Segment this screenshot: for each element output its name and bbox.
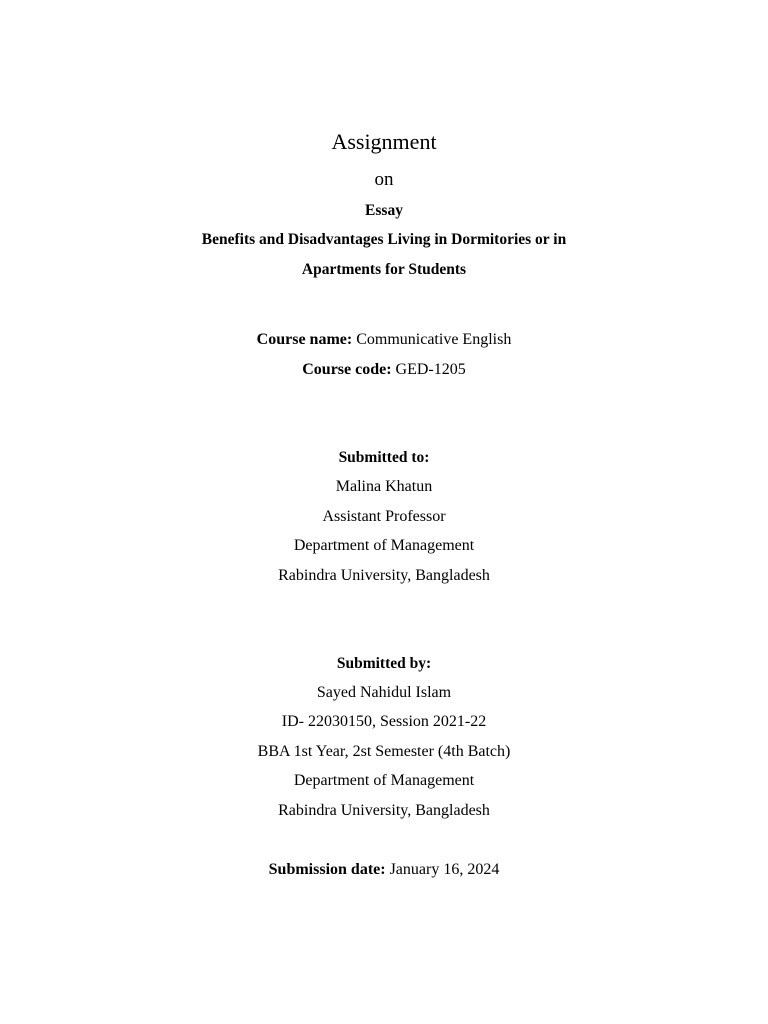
title-connector: on bbox=[374, 169, 394, 190]
submission-date-label: Submission date: bbox=[268, 861, 386, 878]
submitted-by-name: Sayed Nahidul Islam bbox=[316, 684, 452, 701]
page-title: Assignment bbox=[331, 129, 437, 154]
course-code-row bbox=[0, 362, 768, 378]
assignment-type: Essay bbox=[365, 202, 403, 219]
submitted-to-heading: Submitted to: bbox=[338, 449, 430, 466]
submitted-to-university: Rabindra University, Bangladesh bbox=[278, 567, 490, 584]
course-code-label: Course code: bbox=[302, 361, 392, 378]
submitted-to-designation: Assistant Professor bbox=[322, 508, 446, 525]
course-name-value: Communicative English bbox=[352, 331, 512, 348]
course-name-row bbox=[0, 332, 768, 348]
submitted-by-heading: Submitted by: bbox=[336, 655, 432, 672]
submitted-to-department: Department of Management bbox=[293, 537, 475, 554]
submission-date-value: January 16, 2024 bbox=[385, 861, 500, 878]
topic-line-2: Apartments for Students bbox=[301, 261, 467, 278]
submitted-by-program: BBA 1st Year, 2st Semester (4th Batch) bbox=[257, 743, 511, 760]
topic-line-1: Benefits and Disadvantages Living in Dormitories or in bbox=[201, 231, 567, 248]
submission-date-row bbox=[0, 862, 768, 878]
submitted-by-id-session: ID- 22030150, Session 2021-22 bbox=[281, 713, 487, 730]
submitted-to-name: Malina Khatun bbox=[335, 478, 433, 495]
course-code-value: GED-1205 bbox=[391, 361, 466, 378]
course-name-label: Course name: bbox=[256, 331, 353, 348]
submitted-by-department: Department of Management bbox=[293, 772, 475, 789]
submitted-by-university: Rabindra University, Bangladesh bbox=[278, 802, 490, 819]
